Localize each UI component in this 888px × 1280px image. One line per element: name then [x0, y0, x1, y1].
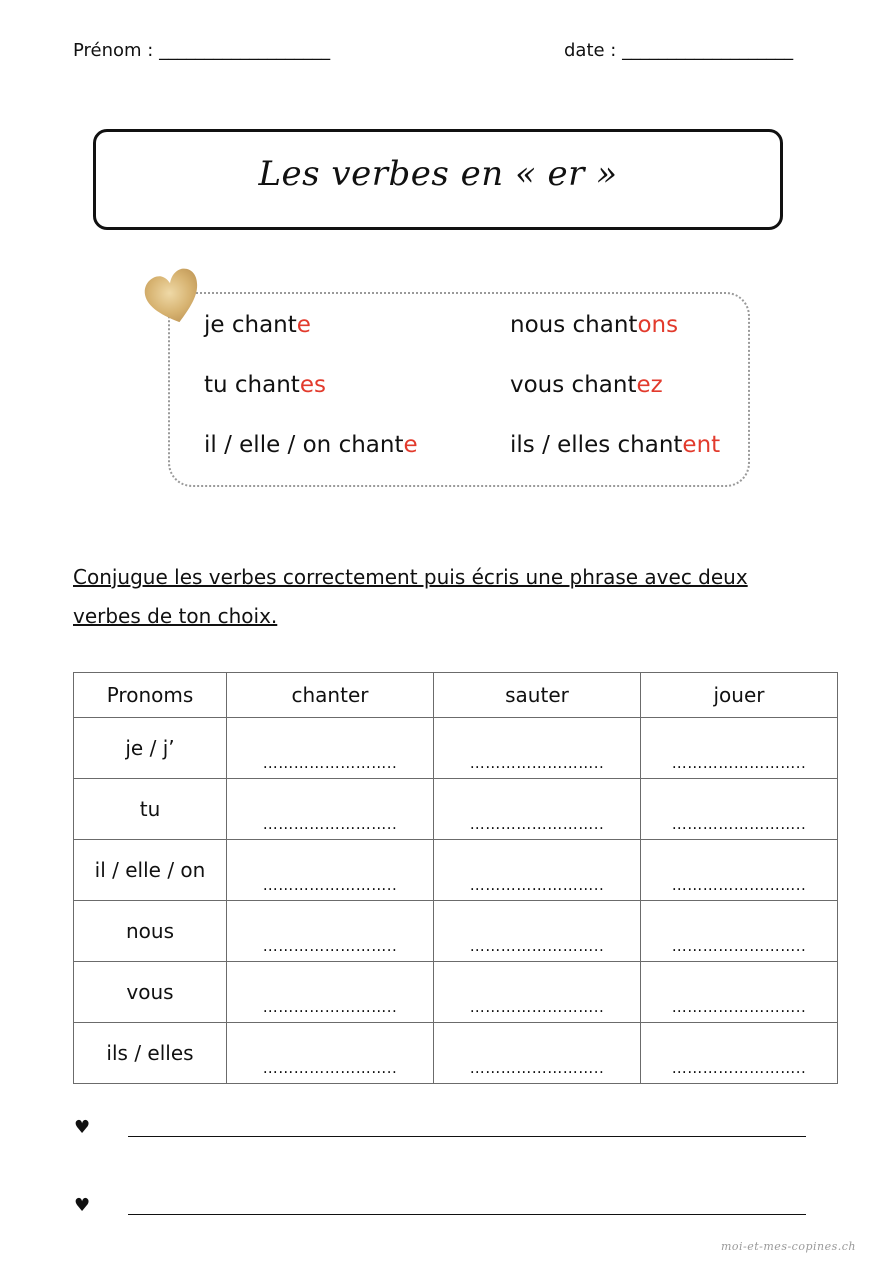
conj-stem: ils / elles chant	[510, 432, 683, 458]
pronoun-cell: tu	[74, 779, 227, 840]
conjugation-table	[73, 672, 838, 1084]
conj-stem: je chant	[204, 312, 297, 338]
answer-blank[interactable]	[227, 962, 434, 1023]
table-row	[74, 840, 838, 901]
blank-dots: ……………………..	[671, 937, 807, 955]
blank-dots: ……………………..	[469, 998, 605, 1016]
blank-dots: ……………………..	[671, 998, 807, 1016]
blank-dots: ……………………..	[671, 754, 807, 772]
page-title: Les verbes en « er »	[258, 154, 618, 194]
conj-tu	[204, 372, 326, 398]
answer-blank[interactable]	[434, 901, 641, 962]
conj-il	[204, 432, 418, 458]
conj-ending: e	[403, 432, 418, 458]
conj-ending: ons	[637, 312, 679, 338]
conj-stem: nous chant	[510, 312, 638, 338]
conj-ending: e	[296, 312, 311, 338]
blank-dots: ……………………..	[671, 815, 807, 833]
answer-blank[interactable]	[641, 840, 838, 901]
conj-ending: ent	[682, 432, 721, 458]
answer-blank[interactable]	[434, 840, 641, 901]
instruction: Conjugue les verbes correctement puis écris une phrase avec deux verbes de ton choix.	[73, 565, 748, 628]
answer-blank[interactable]	[641, 901, 838, 962]
conj-ils	[510, 432, 720, 458]
pronoun-cell: ils / elles	[74, 1023, 227, 1084]
answer-blank[interactable]	[434, 718, 641, 779]
blank-dots: ……………………..	[262, 815, 398, 833]
table-header: chanter	[227, 673, 434, 718]
pronoun-cell: il / elle / on	[74, 840, 227, 901]
conj-vous	[510, 372, 663, 398]
blank-dots: ……………………..	[469, 754, 605, 772]
heart-bullet-icon: ♥	[74, 1195, 91, 1216]
conj-stem: vous chant	[510, 372, 637, 398]
blank-dots: ……………………..	[262, 754, 398, 772]
sentence-line-2[interactable]	[128, 1214, 806, 1215]
answer-blank[interactable]	[227, 901, 434, 962]
date-field-label: date : ___________________	[564, 40, 794, 61]
table-row	[74, 901, 838, 962]
table-header: Pronoms	[74, 673, 227, 718]
blank-dots: ……………………..	[469, 815, 605, 833]
answer-blank[interactable]	[641, 718, 838, 779]
conj-ending: ez	[636, 372, 663, 398]
conj-stem: tu chant	[204, 372, 300, 398]
conj-stem: il / elle / on chant	[204, 432, 404, 458]
gold-heart-icon	[143, 268, 203, 326]
blank-dots: ……………………..	[262, 1059, 398, 1077]
name-field-label: Prénom : ___________________	[73, 40, 331, 61]
answer-blank[interactable]	[227, 840, 434, 901]
table-header-row	[74, 673, 838, 718]
pronoun-cell: vous	[74, 962, 227, 1023]
answer-blank[interactable]	[641, 779, 838, 840]
title-box	[93, 129, 783, 230]
answer-blank[interactable]	[227, 779, 434, 840]
sentence-line-1[interactable]	[128, 1136, 806, 1137]
pronoun-cell: nous	[74, 901, 227, 962]
conj-nous	[510, 312, 678, 338]
answer-blank[interactable]	[227, 718, 434, 779]
blank-dots: ……………………..	[262, 876, 398, 894]
table-row	[74, 779, 838, 840]
table-row	[74, 962, 838, 1023]
answer-blank[interactable]	[641, 1023, 838, 1084]
answer-blank[interactable]	[434, 962, 641, 1023]
blank-dots: ……………………..	[671, 876, 807, 894]
footer-watermark: moi-et-mes-copines.ch	[720, 1240, 856, 1253]
blank-dots: ……………………..	[262, 937, 398, 955]
table-header: jouer	[641, 673, 838, 718]
answer-blank[interactable]	[434, 779, 641, 840]
blank-dots: ……………………..	[671, 1059, 807, 1077]
heart-bullet-icon: ♥	[74, 1117, 91, 1138]
table-row	[74, 1023, 838, 1084]
blank-dots: ……………………..	[262, 998, 398, 1016]
answer-blank[interactable]	[434, 1023, 641, 1084]
blank-dots: ……………………..	[469, 937, 605, 955]
blank-dots: ……………………..	[469, 876, 605, 894]
pronoun-cell: je / j’	[74, 718, 227, 779]
answer-blank[interactable]	[641, 962, 838, 1023]
table-header: sauter	[434, 673, 641, 718]
table-row	[74, 718, 838, 779]
answer-blank[interactable]	[227, 1023, 434, 1084]
conj-je	[204, 312, 311, 338]
conj-ending: es	[299, 372, 326, 398]
blank-dots: ……………………..	[469, 1059, 605, 1077]
